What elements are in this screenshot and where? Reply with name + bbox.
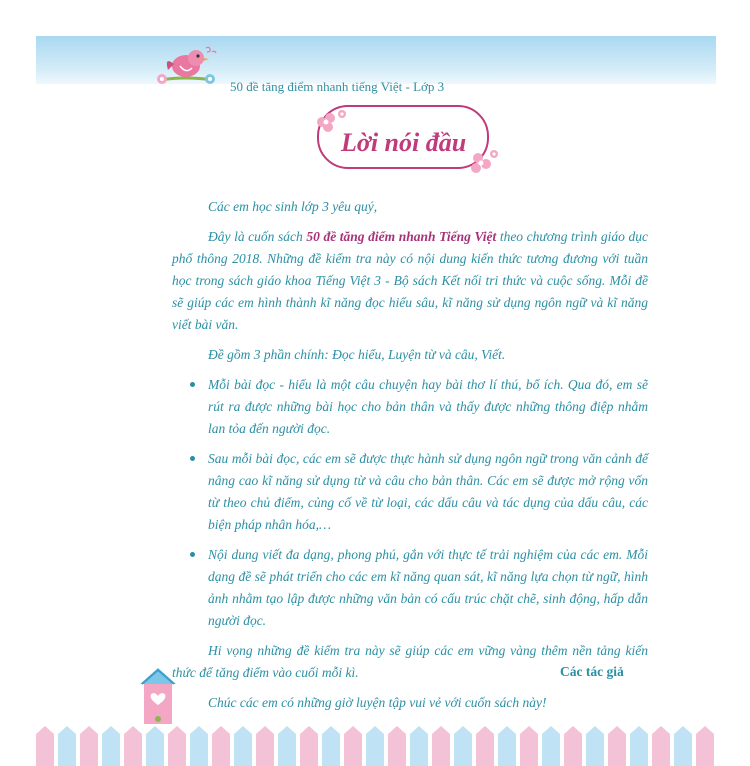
fence-picket <box>58 726 76 766</box>
bird-icon <box>154 46 230 88</box>
fence-picket <box>146 726 164 766</box>
wish-paragraph: Chúc các em có những giờ luyện tập vui vẻ với cuốn sách này! <box>208 695 547 710</box>
fence-picket <box>300 726 318 766</box>
book-title: 50 đề tăng điểm nhanh Tiếng Việt <box>306 229 497 244</box>
fence-picket <box>476 726 494 766</box>
fence-picket <box>168 726 186 766</box>
fence-picket <box>520 726 538 766</box>
greeting: Các em học sinh lớp 3 yêu quý, <box>208 199 378 214</box>
page-title: Lời nói đầu <box>341 128 467 157</box>
fence-picket <box>80 726 98 766</box>
fence-picket <box>234 726 252 766</box>
top-sky-band <box>36 36 716 84</box>
hope-paragraph: Hi vọng những đề kiểm tra này sẽ giúp các em vững vàng thêm nền tảng kiến thức để tăng điểm vào cuối mỗi kì. <box>172 643 648 680</box>
fence-picket <box>256 726 274 766</box>
fence-picket <box>564 726 582 766</box>
structure-parts: Đọc hiểu, Luyện từ và câu, Viết. <box>332 347 506 362</box>
list-item: Nội dung viết đa dạng, phong phú, gắn với thực tế trải nghiệm của các em. Mỗi dạng đề sẽ phát triển cho các em kĩ năng quan sát, kĩ năng lựa chọn từ ngữ, hình ảnh nhằm tạo lập được những văn bản có cấu trúc chặt chẽ, sinh động, hấp dẫn người đọc. <box>208 544 648 632</box>
fence-picket <box>498 726 516 766</box>
fence-picket <box>454 726 472 766</box>
fence-picket <box>366 726 384 766</box>
fence-picket <box>388 726 406 766</box>
fence-picket <box>608 726 626 766</box>
list-item: Mỗi bài đọc - hiểu là một câu chuyện hay bài thơ lí thú, bổ ích. Qua đó, em sẽ rút ra được những bài học cho bản thân và thấy được những thông điệp nhằm lan tỏa đến người đọc. <box>208 374 648 440</box>
intro-paragraph: Đây là cuốn sách 50 đề tăng điểm nhanh Tiếng Việt theo chương trình giáo dục phổ thông 2018. Những đề kiểm tra này có nội dung kiến thức tương đương với tuần học trong sách giáo khoa Tiếng Việt 3 - Bộ sách Kết nối tri thức và cuộc sống. Mỗi đề sẽ giúp các em hình thành kĩ năng đọc hiểu sâu, kĩ năng sử dụng ngôn ngữ và kĩ năng viết bài văn. <box>172 229 648 332</box>
birdhouse-icon <box>138 666 178 726</box>
fence-picket <box>652 726 670 766</box>
author-signature: Các tác giả <box>560 664 624 679</box>
fence-picket <box>696 726 714 766</box>
preface-body <box>172 196 648 722</box>
fence-picket <box>586 726 604 766</box>
fence-picket <box>278 726 296 766</box>
list-item: Sau mỗi bài đọc, các em sẽ được thực hành sử dụng ngôn ngữ trong văn cảnh để nâng cao kĩ năng sử dụng từ và câu cho bản thân. Các em sẽ được mở rộng vốn từ theo chủ điểm, củng cố về từ loại, các dấu câu và tác dụng của dấu câu, các biện pháp nhân hóa,… <box>208 448 648 536</box>
fence-picket <box>344 726 362 766</box>
fence-picket <box>190 726 208 766</box>
book-page <box>36 36 716 726</box>
picket-fence <box>36 726 716 766</box>
fence-picket <box>36 726 54 766</box>
fence-picket <box>212 726 230 766</box>
fence-picket <box>432 726 450 766</box>
running-header-title: 50 đề tăng điểm nhanh tiếng Việt - Lớp 3 <box>230 79 445 94</box>
fence-picket <box>410 726 428 766</box>
fence-picket <box>542 726 560 766</box>
bullet-list <box>172 374 648 632</box>
fence-picket <box>674 726 692 766</box>
fence-picket <box>322 726 340 766</box>
fence-picket <box>102 726 120 766</box>
fence-picket <box>630 726 648 766</box>
structure-paragraph: Đề gồm 3 phần chính: Đọc hiểu, Luyện từ và câu, Viết. <box>208 347 506 362</box>
fence-picket <box>124 726 142 766</box>
